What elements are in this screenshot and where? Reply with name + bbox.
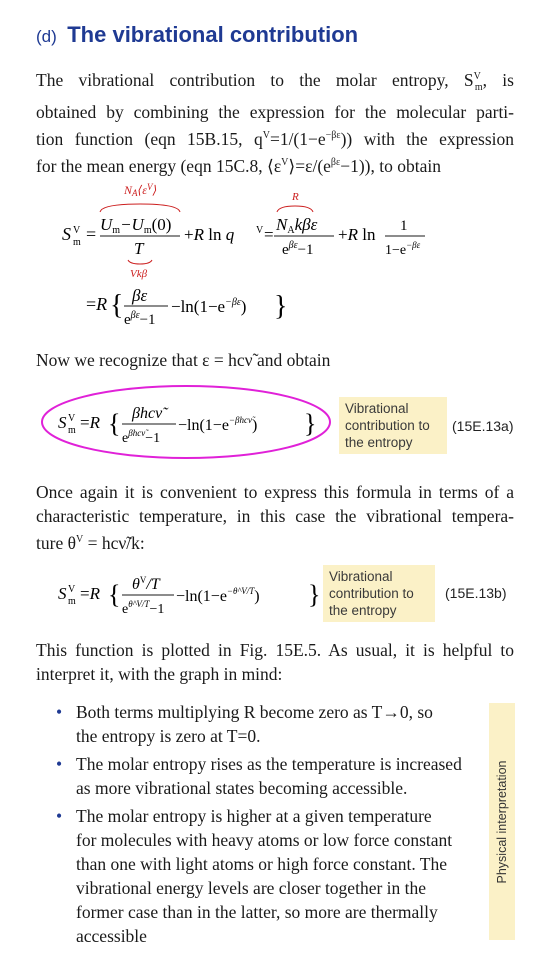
svg-text:}: } [304, 409, 317, 438]
entropy-derivation-equation [40, 178, 510, 338]
section-title: The vibrational contribution [67, 22, 359, 47]
eqno-15e13a: (15E.13a) [452, 418, 514, 434]
svg-text:+R ln: +R ln [338, 225, 376, 244]
svg-text:Um−Um(0): Um−Um(0) [100, 215, 172, 236]
svg-text:=R: =R [80, 413, 100, 432]
bullet-item: • Both terms multiplying R become zero as T→0, so the entropy is zero at T=0. [60, 700, 480, 748]
recognize-paragraph [36, 348, 514, 372]
section-heading [36, 22, 358, 48]
svg-text:V: V [68, 413, 76, 424]
svg-text:V: V [256, 225, 264, 236]
intro-paragraph [36, 65, 514, 178]
recognize-line: Now we recognize that ε = hcν̃ and obtain [36, 350, 331, 370]
equation-15e13a [38, 382, 338, 462]
svg-text:V: V [68, 584, 76, 595]
svg-text:T: T [134, 239, 144, 258]
svg-text:βε: βε [132, 286, 148, 305]
section-label: (d) [36, 27, 57, 46]
eqno-15e13b: (15E.13b) [445, 585, 507, 601]
svg-text:m: m [68, 596, 76, 607]
svg-text:−ln(1−e−βε): $-\ln(1-e^{-\beta\varepsilon})$ [171, 297, 247, 316]
note-15e13a: Vibrational contribution to the entropy [339, 397, 447, 454]
intro-line-3: tion function (eqn 15B.15, $q^V=1/(1-e^{-\beta\varepsilon})$) with the expression [36, 129, 515, 150]
svg-text:V: V [73, 225, 81, 236]
svg-text:−ln(1−e−βhcν̃): $-\ln(1-e^{-\beta hc\nũ})$ [178, 415, 258, 434]
svg-text:eβε−1: $e^{\beta\varepsilon}-1$ [282, 240, 314, 258]
convenient-line-1: Once again it is convenient to express this formula in terms of a [36, 482, 514, 502]
svg-text:S: S [58, 584, 67, 603]
sidebar-label: Physical interpretation [495, 760, 509, 883]
bullet-item: • The molar entropy rises as the temperature is increased as more vibrational states becoming accessible. [60, 752, 480, 800]
svg-text:1−e−βε: $1-e^{-\beta\varepsilon}$ [385, 240, 421, 258]
svg-text:}: } [274, 291, 288, 322]
svg-text:−ln(1−e−θ^V/T): $-\ln(1-e^{-\theta\^{}V/T})$ [176, 586, 260, 605]
intro-line-1: The vibrational contribution to the molar entropy, $S^V_m$, is [36, 69, 514, 94]
svg-text:m: m [68, 425, 76, 436]
svg-text:m: m [73, 237, 81, 248]
annotation-v-k-beta: Vkβ [130, 268, 148, 280]
svg-text:1: 1 [400, 218, 408, 234]
bullet-item: • The molar entropy is higher at a given temperature for molecules with heavy atoms or low force constant than one with light atoms or high force constant. The vibrational energy levels are closer together in the former case than in the latter, so more are thermally accessible [60, 804, 480, 948]
svg-text:eβε−1: $e^{\beta\varepsilon}-1$ [124, 310, 156, 328]
intro-line-2: obtained by combining the expression for the molecular parti- [36, 102, 514, 123]
svg-text:{: { [108, 580, 121, 609]
convenient-line-3: ture $\theta^V$ = hcν̃/k: [36, 532, 145, 553]
svg-text:θV/T: $\theta^V/T$ [132, 575, 160, 593]
plotted-paragraph [36, 638, 514, 686]
annotation-r: R [292, 191, 299, 203]
svg-text:S: S [58, 413, 67, 432]
svg-text:=: = [86, 224, 97, 244]
physical-interpretation-sidebar [489, 703, 515, 940]
svg-text:}: } [308, 580, 321, 609]
note-15e13b: Vibrational contribution to the entropy [323, 565, 435, 622]
plotted-line-2: interpret it, with the graph in mind: [36, 664, 283, 684]
svg-text:=R: =R [80, 584, 100, 603]
bullet-list [60, 700, 480, 952]
svg-text:{: { [108, 409, 121, 438]
svg-text:+R ln q: +R ln q [184, 225, 235, 244]
convenient-paragraph [36, 480, 514, 555]
svg-text:=R: =R [86, 294, 108, 314]
svg-text:eθ^V/T−1: $e^{\theta\^{}V/T}-1$ [122, 599, 165, 617]
svg-text:=: = [264, 225, 274, 244]
svg-text:NAkβε: NAkβε [276, 215, 318, 236]
svg-text:eβhcν̃−1: $e^{\beta hc\nũ}-1$ [122, 428, 161, 446]
svg-text:S: S [62, 224, 71, 244]
plotted-line-1: This function is plotted in Fig. 15E.5. As usual, it is helpful to [36, 640, 514, 660]
convenient-line-2: characteristic temperature, in this case the vibrational tempera- [36, 506, 514, 526]
svg-text:βhcν̃: βhcν̃ [132, 405, 163, 422]
svg-text:{: { [110, 290, 124, 321]
intro-line-4: for the mean energy (eqn 15C.8, $⟨\varepsilon^V⟩=\varepsilon/(e^{\beta\varepsilon}-1)$), to obtain [36, 155, 441, 176]
annotation-na-mean-energy: $NA⟨\varepsilon^V⟩$ [124, 182, 158, 198]
equation-15e13b [38, 565, 328, 625]
